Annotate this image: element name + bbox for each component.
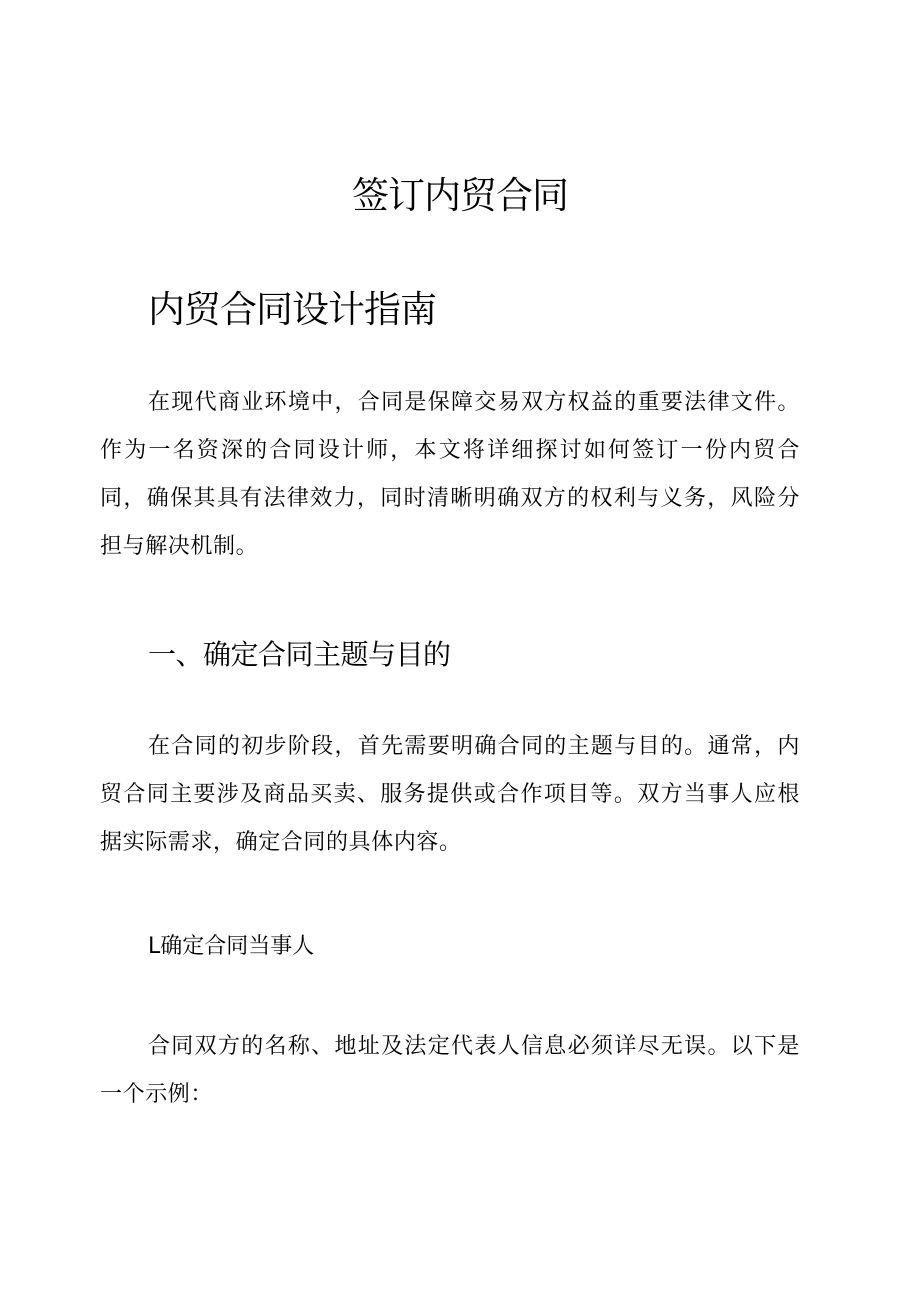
- document-subtitle: 内贸合同设计指南: [148, 288, 436, 331]
- intro-paragraph: 在现代商业环境中，合同是保障交易双方权益的重要法律文件。作为一名资深的合同设计师，本文将详细探讨如何签订一份内贸合同，确保其具有法律效力，同时清晰明确双方的权利与义务，风险分担与解决机制。: [100, 390, 800, 559]
- section-1-paragraph: 在合同的初步阶段，首先需要明确合同的主题与目的。通常，内贸合同主要涉及商品买卖、服务提供或合作项目等。双方当事人应根据实际需求，确定合同的具体内容。: [100, 734, 800, 855]
- subsection-1-paragraph: 合同双方的名称、地址及法定代表人信息必须详尽无误。以下是一个示例：: [100, 1034, 800, 1107]
- subsection-1-heading: L确定合同当事人: [148, 934, 315, 959]
- document-title: 签订内贸合同: [352, 174, 568, 217]
- section-1-heading: 一、确定合同主题与目的: [148, 638, 451, 671]
